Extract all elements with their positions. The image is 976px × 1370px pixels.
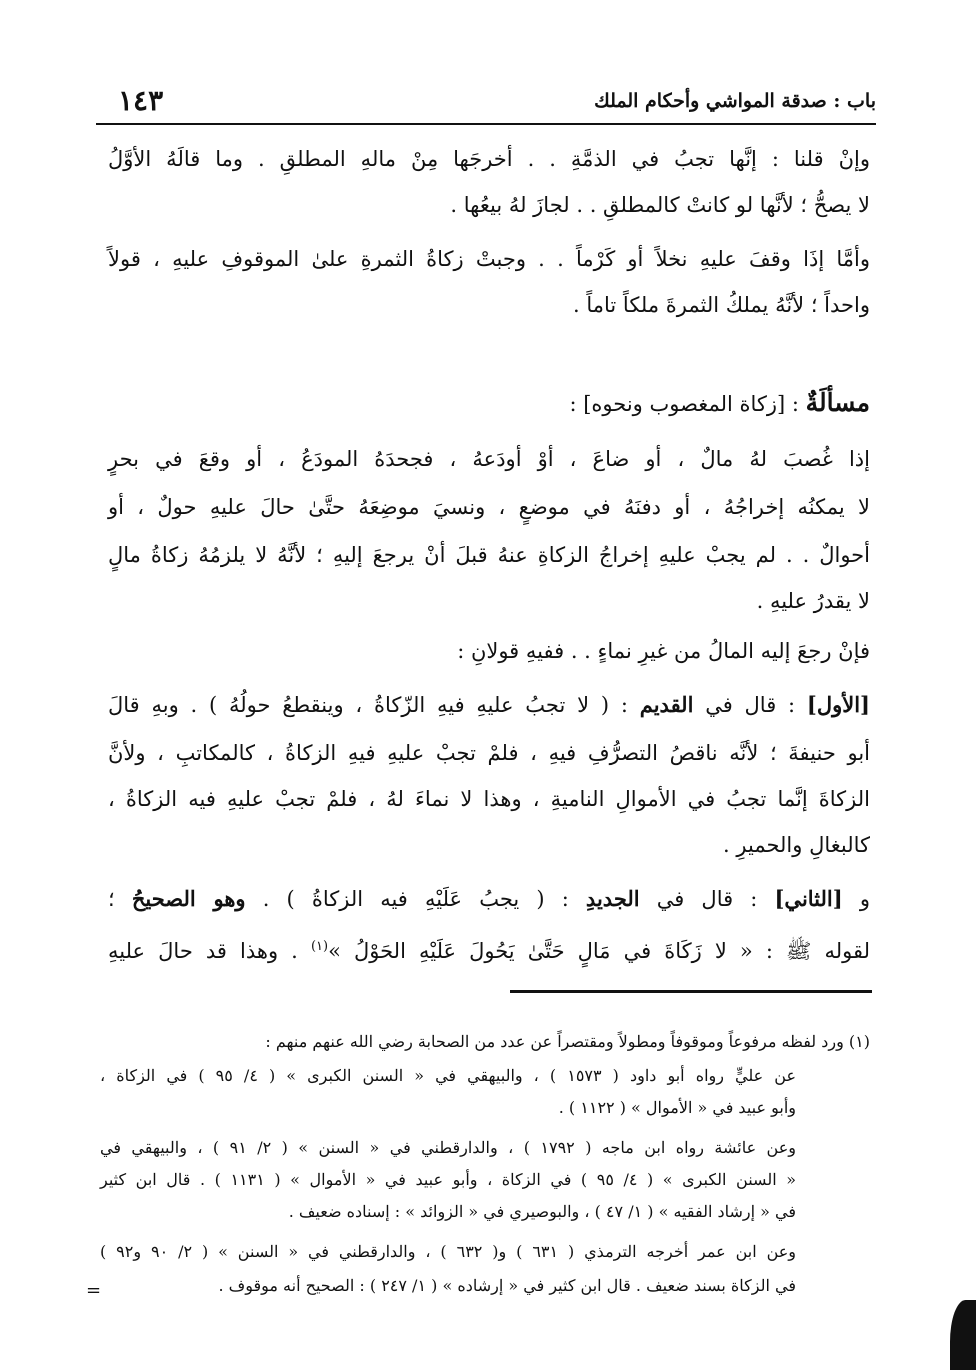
masala-topic: : [زكاة المغصوب ونحوه] : — [569, 392, 806, 416]
footnote-line: وعن ابن عمر أخرجه الترمذي ( ٦٣١ ) و( ٦٣٢ ) ، والدارقطني في « السنن » ( ٢/ ٩٠ و٩٢ ) — [100, 1242, 797, 1261]
page-number: ١٤٣ — [118, 84, 164, 117]
text-line: أحوالٌ . . لم يجبْ عليهِ إخراجُ الزكاةِ عنهُ قبلَ أنْ يرجعَ إليهِ ؛ لأنَّهُ لا يلزمُهُ زكاةُ مالٍ — [108, 543, 870, 567]
text-line: لا يمكنُه إخراجُهُ ، أو دفنَهُ في موضعٍ ، ونسيَ موضِعَهُ حتَّىٰ حالَ عليهِ حولٌ ، أو — [108, 495, 870, 519]
chapter-title: باب : صدقة المواشي وأحكام الملك — [594, 90, 876, 112]
text-line: وأمَّا إذَا وقفَ عليهِ نخلاً أو كَرْماً . . وجبتْ زكاةُ الثمرةِ علىٰ الموقوفِ عليهِ ، قولاً — [108, 247, 870, 271]
masala-word: مسألَةٌ — [805, 388, 870, 417]
text-line: واحداً ؛ لأنَّهُ يملكُ الثمرةَ ملكاً تاماً . — [573, 293, 870, 317]
text-line: إذا غُصبَ لهُ مالٌ ، أو ضاعَ ، أوْ أودَعهُ ، فجحدَهُ المودَعُ ، أو وقعَ في بحرٍ — [108, 447, 870, 471]
scan-edge-shadow — [950, 1300, 976, 1370]
hadith-line — [108, 932, 870, 966]
footnote-line: في الزكاة بسند ضعيف . قال ابن كثير في « إرشاده » ( ١/ ٢٤٧ ) : الصحيح أنه موقوف . — [218, 1276, 796, 1295]
qadim-term: القديم — [639, 692, 694, 717]
footnote-rule — [510, 990, 872, 993]
first-saying-tag: [الأول] — [806, 692, 870, 717]
text-line: الزكاةَ إنَّما تجبُ في الأموالِ الناميةِ ، وهذا لا نماءَ لهُ ، فلمْ تجبْ عليهِ فيه الزكاةُ ، — [108, 787, 870, 811]
masala-heading — [108, 388, 870, 419]
second-saying-pre: : قال في — [639, 887, 775, 911]
footnote-line: « السنن الكبرى » ( ٤/ ٩٥ ) في الزكاة ، وأبو عبيد في « الأموال » ( ١١٣١ ) . قال ابن كثير — [100, 1170, 797, 1189]
jadid-term: الجديدِ — [585, 886, 640, 911]
text-line: لا يصحُّ ؛ لأنَّها لو كانتْ كالمطلقِ . . لجازَ لهُ بيعُها . — [450, 193, 870, 217]
footnote-line: في « إرشاد الفقيه » ( ١/ ٤٧ ) ، والبوصيري في « الزوائد » : إسناده ضعيف . — [288, 1202, 796, 1221]
second-saying-tag: [الثاني] — [774, 886, 843, 911]
second-saying-mid: : ( يجبُ عَلَيْهِ فيه الزكاةُ ) . — [245, 887, 586, 911]
header-rule — [96, 123, 876, 125]
second-saying-end: ؛ — [108, 887, 132, 911]
first-saying-pre: : قال في — [693, 693, 807, 717]
second-saying-line — [108, 884, 870, 914]
first-saying-post: : ( لا تجبُ عليهِ فيهِ الزّكاةُ ، وينقطعُ حولُهُ ) . وبهِ قالَ — [108, 693, 640, 717]
footnote-line: عن عليٍّ رواه أبو داود ( ١٥٧٣ ) ، والبيهقي في « السنن الكبرى » ( ٤/ ٩٥ ) في الزكاة ، — [100, 1066, 797, 1085]
footnote-ref: (١) — [310, 939, 329, 954]
hadith-post: . وهذا قد حالَ عليهِ — [108, 939, 311, 963]
footnote-line: (١) ورد لفظه مرفوعاً وموقوفاً ومطولاً ومقتصراً عن عدد من الصحابة رضي الله عنهم منهم : — [265, 1032, 870, 1051]
text-line: كالبغالِ والحميرِ . — [723, 833, 870, 857]
continuation-mark: = — [86, 1280, 102, 1301]
text-line: أبو حنيفةَ ؛ لأنَّه ناقصُ التصرُّفِ فيهِ ، فلمْ تجبْ عليهِ فيهِ الزكاةُ ، كالمكاتبِ ، ولأنَّ — [108, 741, 870, 765]
sahih-term: وهو الصحيحُ — [131, 886, 246, 911]
hadith-text: لقوله ﷺ : « لا زَكَاةَ في مَالٍ حَتَّىٰ يَحُولَ عَلَيْهِ الحَوْلُ » — [328, 939, 870, 963]
footnote-line: وأبو عبيد في « الأموال » ( ١١٢٢ ) . — [558, 1098, 796, 1117]
footnote-line: وعن عائشة رواه ابن ماجه ( ١٧٩٢ ) ، والدارقطني في « السنن » ( ٢/ ٩١ ) ، والبيهقي في — [100, 1138, 797, 1157]
text-line: وإنْ قلنا : إنَّها تجبُ في الذمَّةِ . . أخرجَها مِنْ مالهِ المطلقِ . وما قالَهُ الأوَّلُ — [108, 147, 870, 171]
second-saying-waw: و — [842, 887, 870, 911]
text-line: لا يقدرُ عليهِ . — [756, 589, 870, 613]
first-saying-line — [108, 690, 870, 720]
text-line: فإنْ رجعَ إليه المالُ من غيرِ نماءٍ . . ففيهِ قولانِ : — [457, 639, 870, 663]
